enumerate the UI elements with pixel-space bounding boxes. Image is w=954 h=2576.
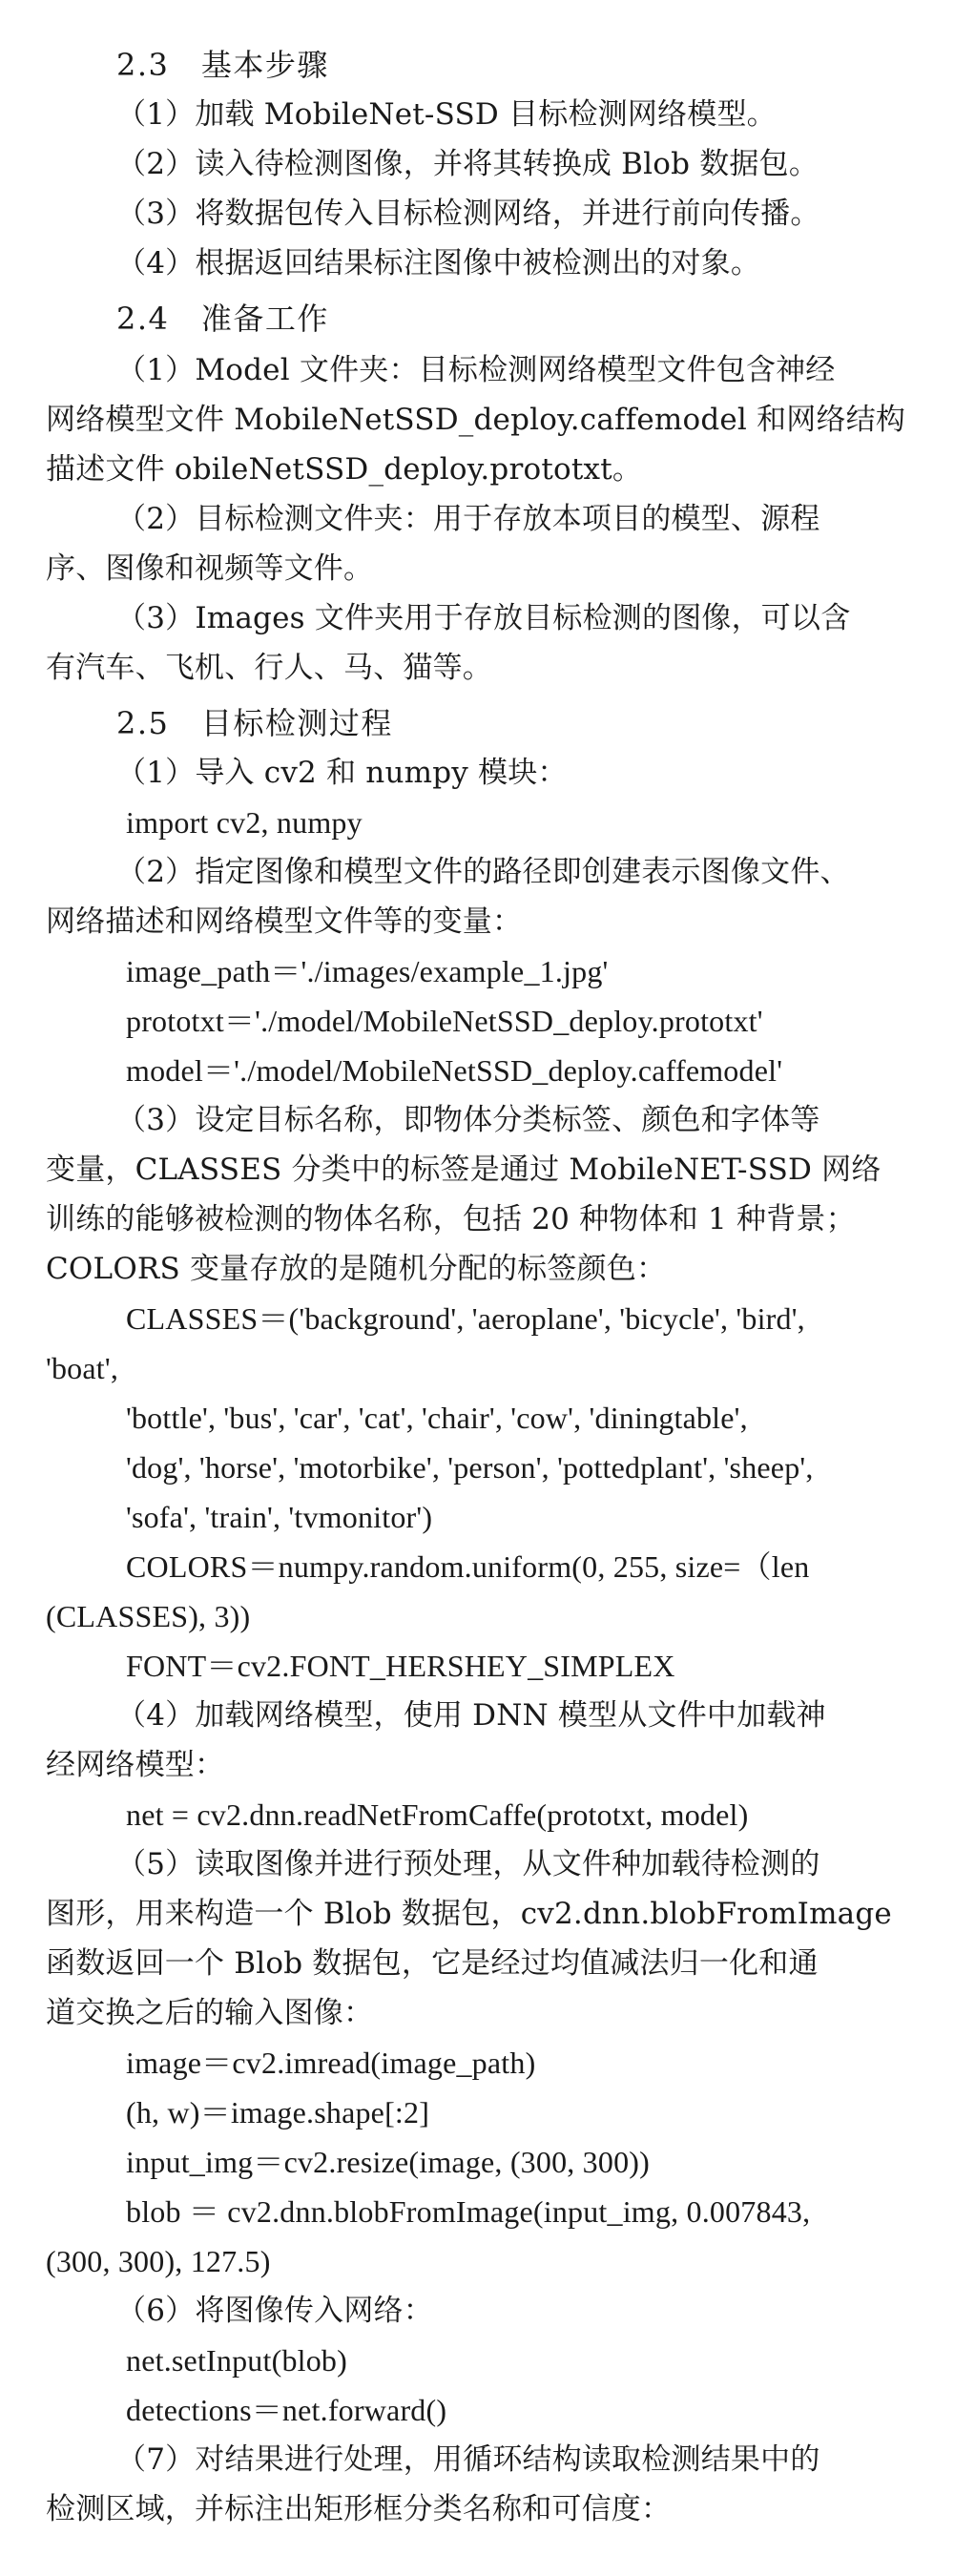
paragraph-line: 网络模型文件 MobileNetSSD_deploy.caffemodel 和网络结构	[46, 403, 906, 437]
code-line: prototxt＝'./model/MobileNetSSD_deploy.prototxt'	[126, 1004, 763, 1038]
code-line: image＝cv2.imread(image_path)	[126, 2046, 536, 2080]
section-heading-2-5: 2.5 目标检测过程	[116, 705, 393, 741]
paragraph-line: （1）Model 文件夹：目标检测网络模型文件包含神经	[116, 353, 836, 387]
code-line: (CLASSES), 3))	[46, 1599, 251, 1633]
paragraph-line: 函数返回一个 Blob 数据包，它是经过均值减法归一化和通	[46, 1946, 819, 1981]
code-line: net = cv2.dnn.readNetFromCaffe(prototxt, model)	[126, 1797, 749, 1832]
paragraph-line: COLORS 变量存放的是随机分配的标签颜色：	[46, 1252, 667, 1286]
code-line: 'dog', 'horse', 'motorbike', 'person', 'pottedplant', 'sheep',	[126, 1450, 814, 1485]
code-line: input_img＝cv2.resize(image, (300, 300))	[126, 2145, 650, 2179]
code-line: detections＝net.forward()	[126, 2393, 447, 2427]
code-line: blob ＝ cv2.dnn.blobFromImage(input_img, 0.007843,	[126, 2194, 811, 2229]
paragraph-line: 变量，CLASSES 分类中的标签是通过 MobileNET-SSD 网络	[46, 1153, 881, 1187]
paragraph-line: （3）Images 文件夹用于存放目标检测的图像，可以含	[116, 601, 851, 635]
paragraph-line: （3）设定目标名称，即物体分类标签、颜色和字体等	[116, 1103, 820, 1137]
paragraph-line: （4）加载网络模型，使用 DNN 模型从文件中加载神	[116, 1698, 826, 1733]
paragraph-line: （5）读取图像并进行预处理，从文件种加载待检测的	[116, 1847, 820, 1881]
code-line: (300, 300), 127.5)	[46, 2244, 271, 2278]
paragraph-line: （3）将数据包传入目标检测网络，并进行前向传播。	[116, 197, 820, 231]
section-heading-2-4: 2.4 准备工作	[116, 301, 329, 337]
paragraph-line: （4）根据返回结果标注图像中被检测出的对象。	[116, 246, 761, 280]
section-heading-2-3: 2.3 基本步骤	[116, 47, 329, 83]
code-line: CLASSES＝('background', 'aeroplane', 'bicycle', 'bird',	[126, 1301, 805, 1336]
code-line: 'sofa', 'train', 'tvmonitor')	[126, 1500, 433, 1534]
code-line: 'bottle', 'bus', 'car', 'cat', 'chair', 'cow', 'diningtable',	[126, 1401, 748, 1435]
paragraph-line: 网络描述和网络模型文件等的变量：	[46, 904, 523, 939]
code-line: COLORS＝numpy.random.uniform(0, 255, size=（len	[126, 1549, 810, 1584]
paragraph-line: 有汽车、飞机、行人、马、猫等。	[46, 651, 492, 685]
paragraph-line: 训练的能够被检测的物体名称，包括 20 种物体和 1 种背景；	[46, 1202, 856, 1236]
paragraph-line: （2）读入待检测图像，并将其转换成 Blob 数据包。	[116, 147, 819, 181]
paragraph-line: （2）目标检测文件夹：用于存放本项目的模型、源程	[116, 502, 820, 536]
code-line: net.setInput(blob)	[126, 2343, 347, 2378]
paragraph-line: （7）对结果进行处理，用循环结构读取检测结果中的	[116, 2442, 820, 2477]
paragraph-line: （2）指定图像和模型文件的路径即创建表示图像文件、	[116, 855, 850, 889]
paragraph-line: （6）将图像传入网络：	[116, 2294, 433, 2328]
paragraph-line: （1）导入 cv2 和 numpy 模块：	[116, 756, 568, 790]
paragraph-line: 序、图像和视频等文件。	[46, 551, 374, 586]
paragraph-line: 道交换之后的输入图像：	[46, 1996, 374, 2030]
paragraph-line: 图形，用来构造一个 Blob 数据包，cv2.dnn.blobFromImage	[46, 1897, 892, 1931]
paragraph-line: 描述文件 obileNetSSD_deploy.prototxt。	[46, 452, 643, 487]
code-line: image_path＝'./images/example_1.jpg'	[126, 954, 609, 988]
code-line: import cv2, numpy	[126, 805, 363, 840]
code-line: model＝'./model/MobileNetSSD_deploy.caffemodel'	[126, 1053, 783, 1088]
paragraph-line: 检测区域，并标注出矩形框分类名称和可信度：	[46, 2492, 672, 2526]
code-line: (h, w)＝image.shape[:2]	[126, 2095, 430, 2129]
code-line: FONT＝cv2.FONT_HERSHEY_SIMPLEX	[126, 1649, 675, 1683]
paragraph-line: （1）加载 MobileNet-SSD 目标检测网络模型。	[116, 97, 777, 132]
code-line: 'boat',	[46, 1351, 119, 1385]
paragraph-line: 经网络模型：	[46, 1748, 225, 1782]
